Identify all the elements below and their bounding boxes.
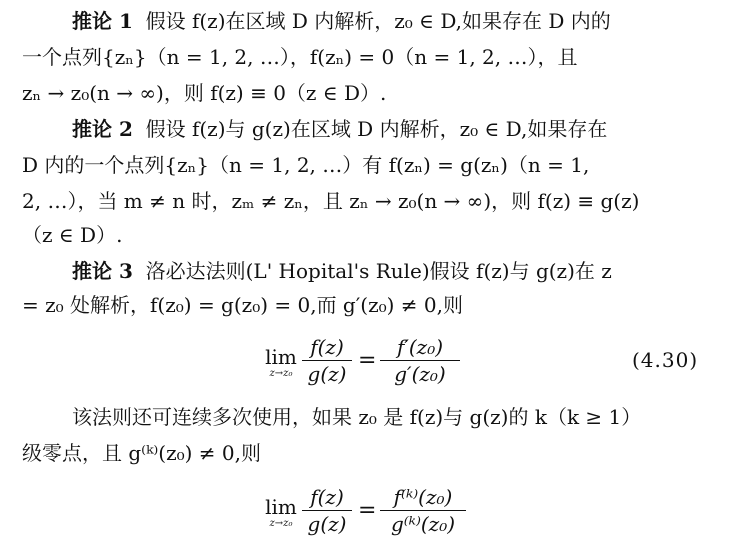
paragraph-text-1: 该法则还可连续多次使用，如果 z₀ 是 f(z)与 g(z)的 k（k ≥ 1） [72,405,642,429]
lim-text-2: lim [265,495,297,519]
corollary-3-text-2: = z₀ 处解析，f(z₀) = g(z₀) = 0,而 g′(z₀) ≠ 0,则 [22,293,463,317]
lhs-numerator: f(z) [310,335,344,359]
corollary-1-line-3 [22,78,715,108]
lhs-denominator: g(z) [307,362,347,386]
lhs-numerator-2: f(z) [310,485,344,509]
corollary-1-text-3: zₙ → z₀(n → ∞)，则 f(z) ≡ 0（z ∈ D）. [22,81,387,105]
paragraph-text-2: 级零点，且 g⁽ᵏ⁾(z₀) ≠ 0,则 [22,441,261,465]
lhs-fraction [302,334,352,387]
corollary-1-text-1: 假设 f(z)在区域 D 内解析，z₀ ∈ D,如果存在 D 内的 [145,9,611,33]
equals-sign-2: = [358,498,377,523]
limit-operator [256,346,306,380]
lhs-denominator-2: g(z) [307,512,347,536]
corollary-1-label: 推论 1 [72,9,133,33]
corollary-3-text-1: 洛必达法则(L' Hopital's Rule)假设 f(z)与 g(z)在 z [145,259,612,283]
corollary-2-text-4: （z ∈ D）. [22,223,123,247]
corollary-1-line-2 [22,42,715,72]
lhs-fraction-2 [302,484,352,537]
equation-number: (4.30) [632,348,699,372]
corollary-3-label: 推论 3 [72,259,133,283]
corollary-2-line-2 [22,150,715,180]
corollary-1-text-2: 一个点列{zₙ}（n = 1, 2, …），f(zₙ) = 0（n = 1, 2, …），且 [22,45,578,69]
corollary-2-line-1 [72,114,715,144]
paragraph-line-1 [72,402,715,432]
rhs-numerator: f′(z₀) [396,335,444,359]
corollary-2-text-3: 2, …），当 m ≠ n 时，zₘ ≠ zₙ，且 zₙ → z₀(n → ∞)，则 f(z) ≡ g(z) [22,189,640,213]
limit-operator-2 [256,496,306,530]
rhs-fraction-2 [380,484,466,537]
corollary-3-line-2 [22,290,715,320]
corollary-2-label: 推论 2 [72,117,133,141]
formula-4-30 [0,332,733,392]
formula-lhopital-k [0,482,733,542]
rhs-fraction [380,334,460,387]
corollary-2-line-3 [22,186,715,216]
corollary-2-text-1: 假设 f(z)与 g(z)在区域 D 内解析，z₀ ∈ D,如果存在 [145,117,608,141]
lim-subscript: z→z₀ [269,368,293,379]
equals-sign: = [358,348,377,373]
corollary-1-line-1 [72,6,715,36]
lim-text: lim [265,345,297,369]
corollary-2-line-4 [22,220,715,250]
rhs-denominator-2: g⁽ᵏ⁾(z₀) [390,512,456,536]
corollary-2-text-2: D 内的一个点列{zₙ}（n = 1, 2, …）有 f(zₙ) = g(zₙ)（n = 1, [22,153,590,177]
corollary-3-line-1 [72,256,715,286]
paragraph-line-2 [22,438,715,468]
lim-subscript-2: z→z₀ [269,518,293,529]
rhs-denominator: g′(z₀) [394,362,446,386]
rhs-numerator-2: f⁽ᵏ⁾(z₀) [393,485,453,509]
